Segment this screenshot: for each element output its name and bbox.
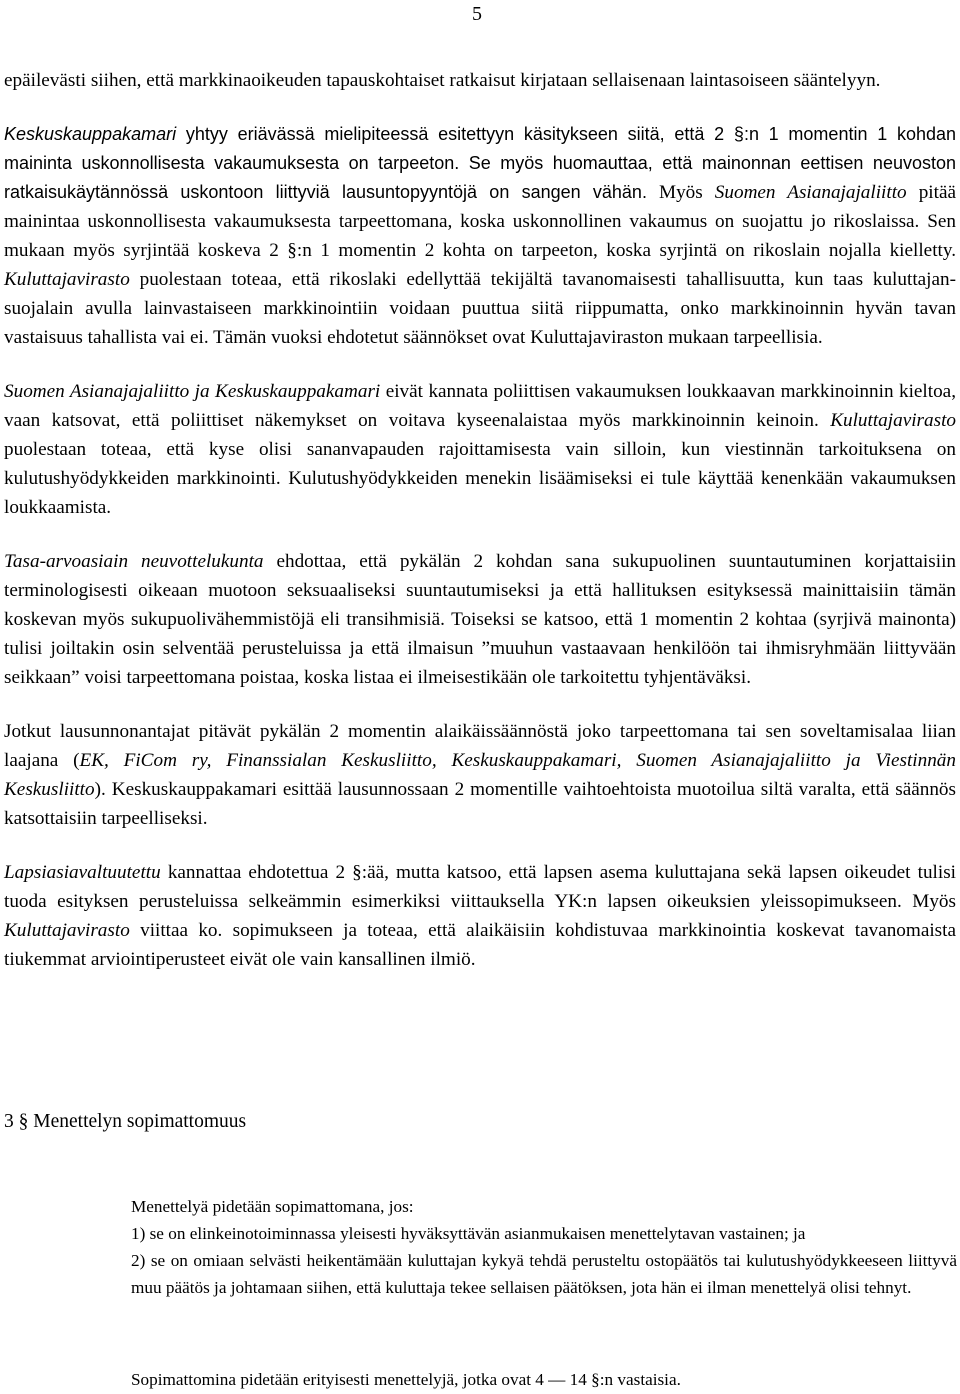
paragraph-6 bbox=[4, 858, 956, 974]
paragraph-4 bbox=[4, 547, 956, 692]
statute-item-1: 1) se on elinkeinotoiminnassa yleisesti hyväksyttävän asianmukaisen menettelytavan vastainen; ja bbox=[131, 1224, 806, 1243]
paragraph-2-text-a: Myös bbox=[646, 182, 715, 203]
org-kuluttajavirasto: Kuluttajavirasto bbox=[4, 269, 130, 290]
org-suomen-asianajajaliitto: Suomen Asianajajaliitto bbox=[714, 182, 907, 203]
org-keskuskauppakamari: Keskuskauppakamari bbox=[4, 124, 177, 144]
paragraph-1 bbox=[4, 66, 956, 95]
statute-item-2: 2) se on omiaan selvästi heikentämään kuluttajan kykyä tehdä perusteltu ostopäätös tai kulutushyödykkeeseen liittyvä muu päätös ja johtamaan siihen, että kuluttaja tekee sellaisen päätöksen, jota hän ei ilman menettelyä olisi tehnyt. bbox=[131, 1251, 957, 1297]
org-tasa-arvoasiain-neuvottelukunta: Tasa-arvoasiain neuvottelukunta bbox=[4, 551, 264, 572]
statute-quote bbox=[131, 1193, 957, 1301]
org-lapsiasiavaltuutettu: Lapsiasiavaltuutettu bbox=[4, 862, 161, 883]
orgs-list: EK, FiCom ry, Finanssialan Keskusliitto, Keskuskauppakamari, Suomen Asianajajaliitto ja Viestinnän Keskusliitto bbox=[4, 750, 956, 800]
paragraph-3 bbox=[4, 377, 956, 522]
paragraph-2 bbox=[4, 120, 956, 352]
paragraph-5-text-a: Jotkut lausunnonantajat pitävät pykälän 2 momentin alaikäissäännöstä joko tarpeettomana tai sen soveltamisalaa liian laajana ( bbox=[4, 721, 956, 771]
page-number: 5 bbox=[472, 3, 482, 25]
paragraph-2-text-b: pitää mainintaa uskonnollisesta vakaumuksesta tarpeettomana, koska uskonnollinen vakaumus on suojattu jo rikoslaissa. Sen mukaan myös syrjintää koskeva 2 §:n 1 momentin 2 kohta on tarpeeton, koska syrjintä on rikoslain nojalla kielletty. bbox=[4, 182, 956, 261]
paragraph-5 bbox=[4, 717, 956, 833]
paragraph-1-text: epäilevästi siihen, että markkinaoikeuden tapauskohtaiset ratkaisut kirjataan sellaisenaan laintasoiseen sääntelyyn. bbox=[4, 70, 881, 91]
section-heading: 3 § Menettelyn sopimattomuus bbox=[4, 1111, 247, 1132]
paragraph-3-text-a: eivät kannata poliittisen vakaumuksen loukkaavan markkinoinnin kieltoa, vaan katsovat, että poliittiset näkemykset on voitava kyseenalaistaa myös markkinoinnin keinoin. bbox=[4, 381, 956, 431]
paragraph-4-text: ehdottaa, että pykälän 2 kohdan sana sukupuolinen suuntautuminen korjattaisiin terminologisesti oikeaan muotoon seksuaaliseksi suuntautumiseksi ja että hallituksen esityksessä mainittaisiin tämän koskevan myös sukupuolivähemmistöjä eli transihmisiä. Toiseksi se katsoo, että 1 momentin 2 kohtaa (syrjivä mainonta) tulisi joiltakin osin selventää perusteluissa ja että ilmaisun ”muuhun vastaavaan henkilöön tai ihmisryhmään liittyvään seikkaan” voisi tarpeettomana poistaa, koska listaa ei ilmeisestikään ole tarkoitettu tyhjentäväksi. bbox=[4, 551, 956, 688]
body-text bbox=[4, 66, 956, 999]
statute-final: Sopimattomina pidetään erityisesti menettelyjä, jotka ovat 4 — 14 §:n vastaisia. bbox=[131, 1370, 681, 1389]
org-kuluttajavirasto-2: Kuluttajavirasto bbox=[830, 410, 956, 431]
orgs-asianajajaliitto-keskuskauppakamari: Suomen Asianajajaliitto ja Keskuskauppakamari bbox=[4, 381, 381, 402]
paragraph-2-sans-text: yhtyy eriävässä mielipiteessä esitettyyn käsitykseen siitä, että 2 §:n 1 momentin 1 kohdan maininta uskonnollisesta vakaumuksesta on tarpeeton. Se myös huomauttaa, että mainonnan eettisen neuvoston ratkaisukäytännössä uskontoon liittyviä lausuntopyyntöjä on sangen vähän. bbox=[4, 124, 956, 202]
paragraph-5-text-b: ). Keskuskauppakamari esittää lausunnossaan 2 momentille vaihtoehtoista muotoilua siltä varalta, että säännös katsottaisiin tarpeelliseksi. bbox=[4, 779, 956, 829]
org-kuluttajavirasto-3: Kuluttajavirasto bbox=[4, 920, 130, 941]
paragraph-6-text-b: viittaa ko. sopimukseen ja toteaa, että alaikäisiin kohdistuvaa markkinointia koskevat tavanomaista tiukemmat arviointiperusteet eivät ole vain kansallinen ilmiö. bbox=[4, 920, 956, 970]
paragraph-3-text-b: puolestaan toteaa, että kyse olisi sananvapauden rajoittamisesta vain silloin, kun viestinnän tarkoituksena on kulutushyödykkeiden markkinointi. Kulutushyödykkeiden menekin lisäämiseksi ei tule käyttää kenenkään vakaumuksen loukkaamista. bbox=[4, 439, 956, 518]
paragraph-2-text-c: puolestaan toteaa, että rikoslaki edellyttää tekijältä tavanomaisesti tahallisuutta, kun taas kuluttajansuojalain avulla lainvastaiseen markkinointiin voidaan puuttua siitä riippumatta, onko markkinoinnin hyvän tavan vastaisuus tahallista vai ei. Tämän vuoksi ehdotetut säännökset ovat Kuluttajaviraston mukaan tarpeellisia. bbox=[4, 269, 956, 348]
paragraph-6-text-a: kannattaa ehdotettua 2 §:ää, mutta katsoo, että lapsen asema kuluttajana sekä lapsen oikeudet tulisi tuoda esityksen perusteluissa selkeämmin esimerkiksi viittauksella YK:n lapsen oikeuksien yleissopimukseen. Myös bbox=[4, 862, 956, 912]
statute-intro: Menettelyä pidetään sopimattomana, jos: bbox=[131, 1197, 414, 1216]
